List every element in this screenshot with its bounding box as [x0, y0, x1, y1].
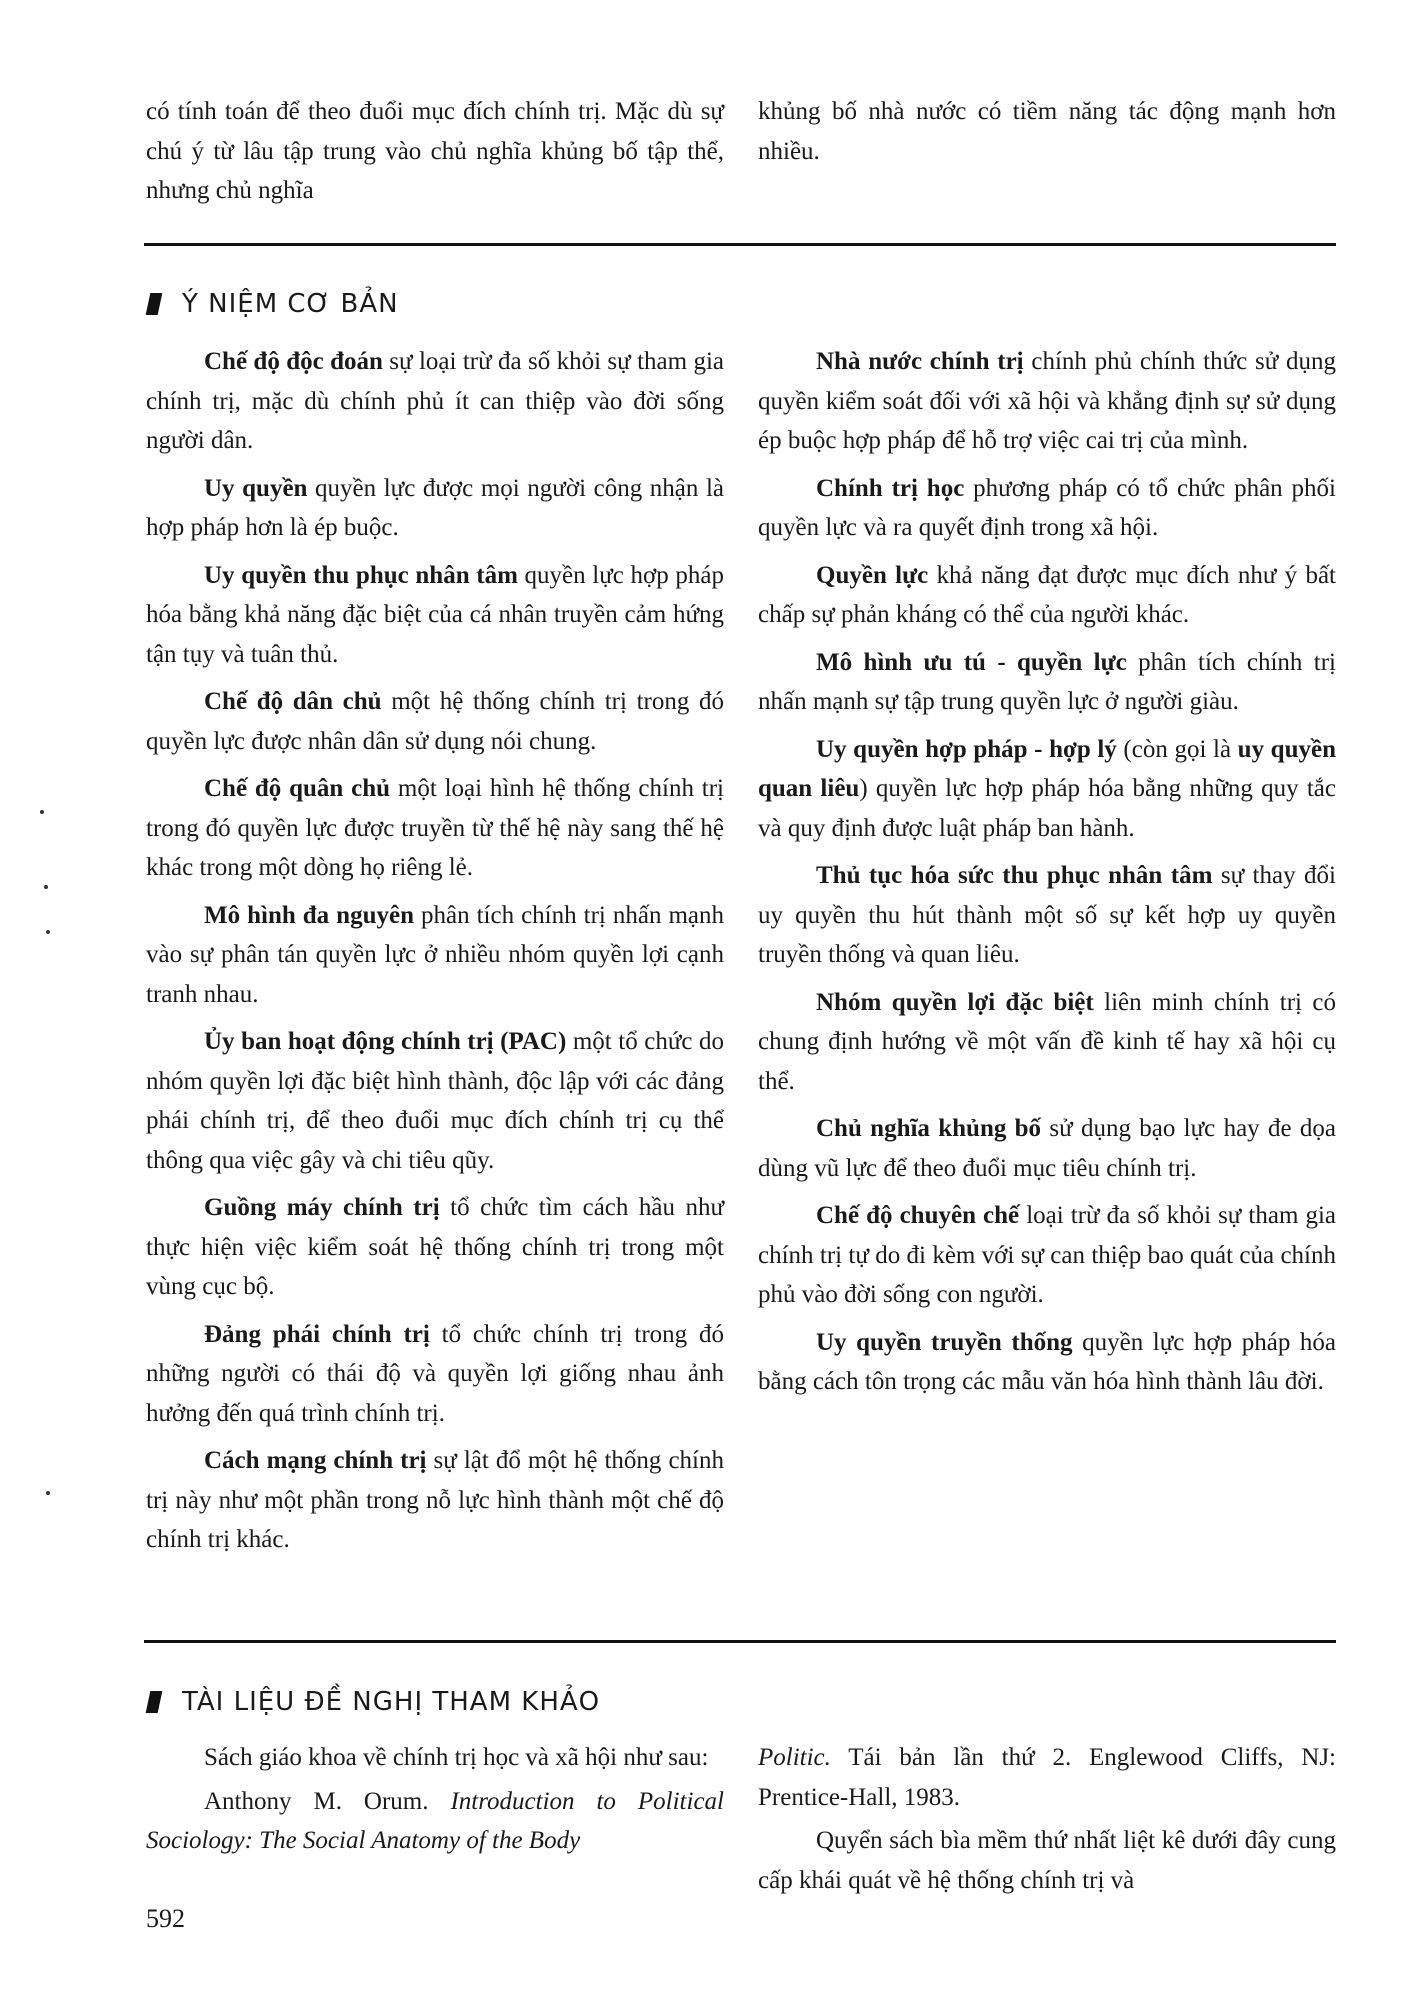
glossary-entry: Chủ nghĩa khủng bố sử dụng bạo lực hay đe dọa dùng vũ lực để theo đuổi mục tiêu chính trị.	[758, 1115, 1336, 1182]
glossary-entry: Thủ tục hóa sức thu phục nhân tâm sự thay đổi uy quyền thu hút thành một số sự kết hợp uy quyền truyền thống và quan liêu.	[758, 862, 1336, 968]
readings-heading-text: TÀI LIỆU ĐỀ NGHỊ THAM KHẢO	[182, 1687, 601, 1717]
intro-right-text: khủng bố nhà nước có tiềm năng tác động mạnh hơn nhiều.	[758, 98, 1336, 165]
section-divider	[144, 243, 1336, 246]
glossary-entry: Đảng phái chính trị tổ chức chính trị trong đó những người có thái độ và quyền lợi giống nhau ảnh hưởng đến quá trình chính trị.	[146, 1320, 724, 1427]
page-number: 592	[146, 1904, 185, 1933]
glossary-entry: Mô hình đa nguyên phân tích chính trị nhấn mạnh vào sự phân tán quyền lực ở nhiều nhóm quyền lợi cạnh tranh nhau.	[146, 901, 724, 1008]
glossary-entry: Uy quyền truyền thống quyền lực hợp pháp hóa bằng cách tôn trọng các mẫu văn hóa hình thành lâu đời.	[758, 1328, 1336, 1395]
scan-speck	[40, 810, 44, 814]
bullet-icon	[146, 1691, 163, 1713]
readings-heading	[148, 1682, 600, 1722]
glossary-entry: Chế độ chuyên chế loại trừ đa số khỏi sự tham gia chính trị tự do đi kèm với sự can thiệp bao quát của chính phủ vào đời sống con người.	[758, 1202, 1336, 1308]
glossary-entry: Chế độ độc đoán sự loại trừ đa số khỏi sự tham gia chính trị, mặc dù chính phủ ít can thiệp vào đời sống người dân.	[146, 348, 724, 454]
section-divider	[144, 1640, 1336, 1643]
concepts-right-column	[758, 342, 1336, 1410]
glossary-entry: Guồng máy chính trị tổ chức tìm cách hầu như thực hiện việc kiểm soát hệ thống chính trị trong một vùng cục bộ.	[146, 1194, 725, 1300]
reference-entry-continued: Politic. Tái bản lần thứ 2. Englewood Cliffs, NJ: Prentice-Hall, 1983.	[758, 1744, 1336, 1811]
glossary-entry: Chế độ dân chủ một hệ thống chính trị trong đó quyền lực được nhân dân sử dụng nói chung.	[146, 688, 724, 755]
glossary-entry: Nhà nước chính trị chính phủ chính thức sử dụng quyền kiểm soát đối với xã hội và khẳng định sự sử dụng ép buộc hợp pháp để hỗ trợ việc cai trị của mình.	[758, 348, 1336, 454]
glossary-entry: Mô hình ưu tú - quyền lực phân tích chính trị nhấn mạnh sự tập trung quyền lực ở người giàu.	[758, 648, 1336, 715]
readings-right-column	[758, 1738, 1336, 1904]
glossary-entry: Ủy ban hoạt động chính trị (PAC) một tổ chức do nhóm quyền lợi đặc biệt hình thành, độc lập với các đảng phái chính trị, để theo đuổi mục đích chính trị cụ thể thông qua việc gây và chi tiêu qũy.	[146, 1028, 724, 1174]
concepts-heading-text: Ý NIỆM CƠ BẢN	[182, 289, 399, 319]
scan-speck	[46, 930, 50, 934]
concepts-heading	[148, 284, 399, 324]
glossary-entry: Uy quyền quyền lực được mọi người công nhận là hợp pháp hơn là ép buộc.	[146, 474, 724, 541]
intro-left-text: có tính toán để theo đuổi mục đích chính trị. Mặc dù sự chú ý từ lâu tập trung vào chủ nghĩa khủng bố tập thể, nhưng chủ nghĩa	[146, 98, 724, 204]
scan-speck	[44, 885, 48, 889]
readings-paragraph: Quyển sách bìa mềm thứ nhất liệt kê dưới đây cung cấp khái quát về hệ thống chính trị và	[758, 1827, 1336, 1894]
glossary-entry: Chế độ quân chủ một loại hình hệ thống chính trị trong đó quyền lực được truyền từ thế hệ này sang thế hệ khác trong một dòng họ riêng lẻ.	[146, 775, 724, 881]
glossary-entry: Uy quyền thu phục nhân tâm quyền lực hợp pháp hóa bằng khả năng đặc biệt của cá nhân truyền cảm hứng tận tụy và tuân thủ.	[146, 561, 724, 668]
readings-intro: Sách giáo khoa về chính trị học và xã hội như sau:	[204, 1744, 709, 1771]
scan-speck	[46, 1491, 50, 1495]
glossary-entry: Quyền lực khả năng đạt được mục đích như ý bất chấp sự phản kháng có thể của người khác.	[758, 561, 1336, 628]
glossary-entry: Cách mạng chính trị sự lật đổ một hệ thống chính trị này như một phần trong nỗ lực hình thành một chế độ chính trị khác.	[146, 1447, 724, 1553]
concepts-left-column	[146, 342, 724, 1568]
bullet-icon	[146, 293, 163, 315]
glossary-entry: Uy quyền hợp pháp - hợp lý (còn gọi là uy quyền quan liêu) quyền lực hợp pháp hóa bằng những quy tắc và quy định được luật pháp ban hành.	[758, 735, 1336, 842]
readings-left-column	[146, 1738, 724, 1865]
reference-entry: Anthony M. Orum. Introduction to Political Sociology: The Social Anatomy of the Body	[146, 1787, 724, 1854]
glossary-entry: Chính trị học phương pháp có tổ chức phân phối quyền lực và ra quyết định trong xã hội.	[758, 474, 1336, 541]
glossary-entry: Nhóm quyền lợi đặc biệt liên minh chính trị có chung định hướng về một vấn đề kinh tế hay xã hội cụ thể.	[758, 988, 1336, 1095]
